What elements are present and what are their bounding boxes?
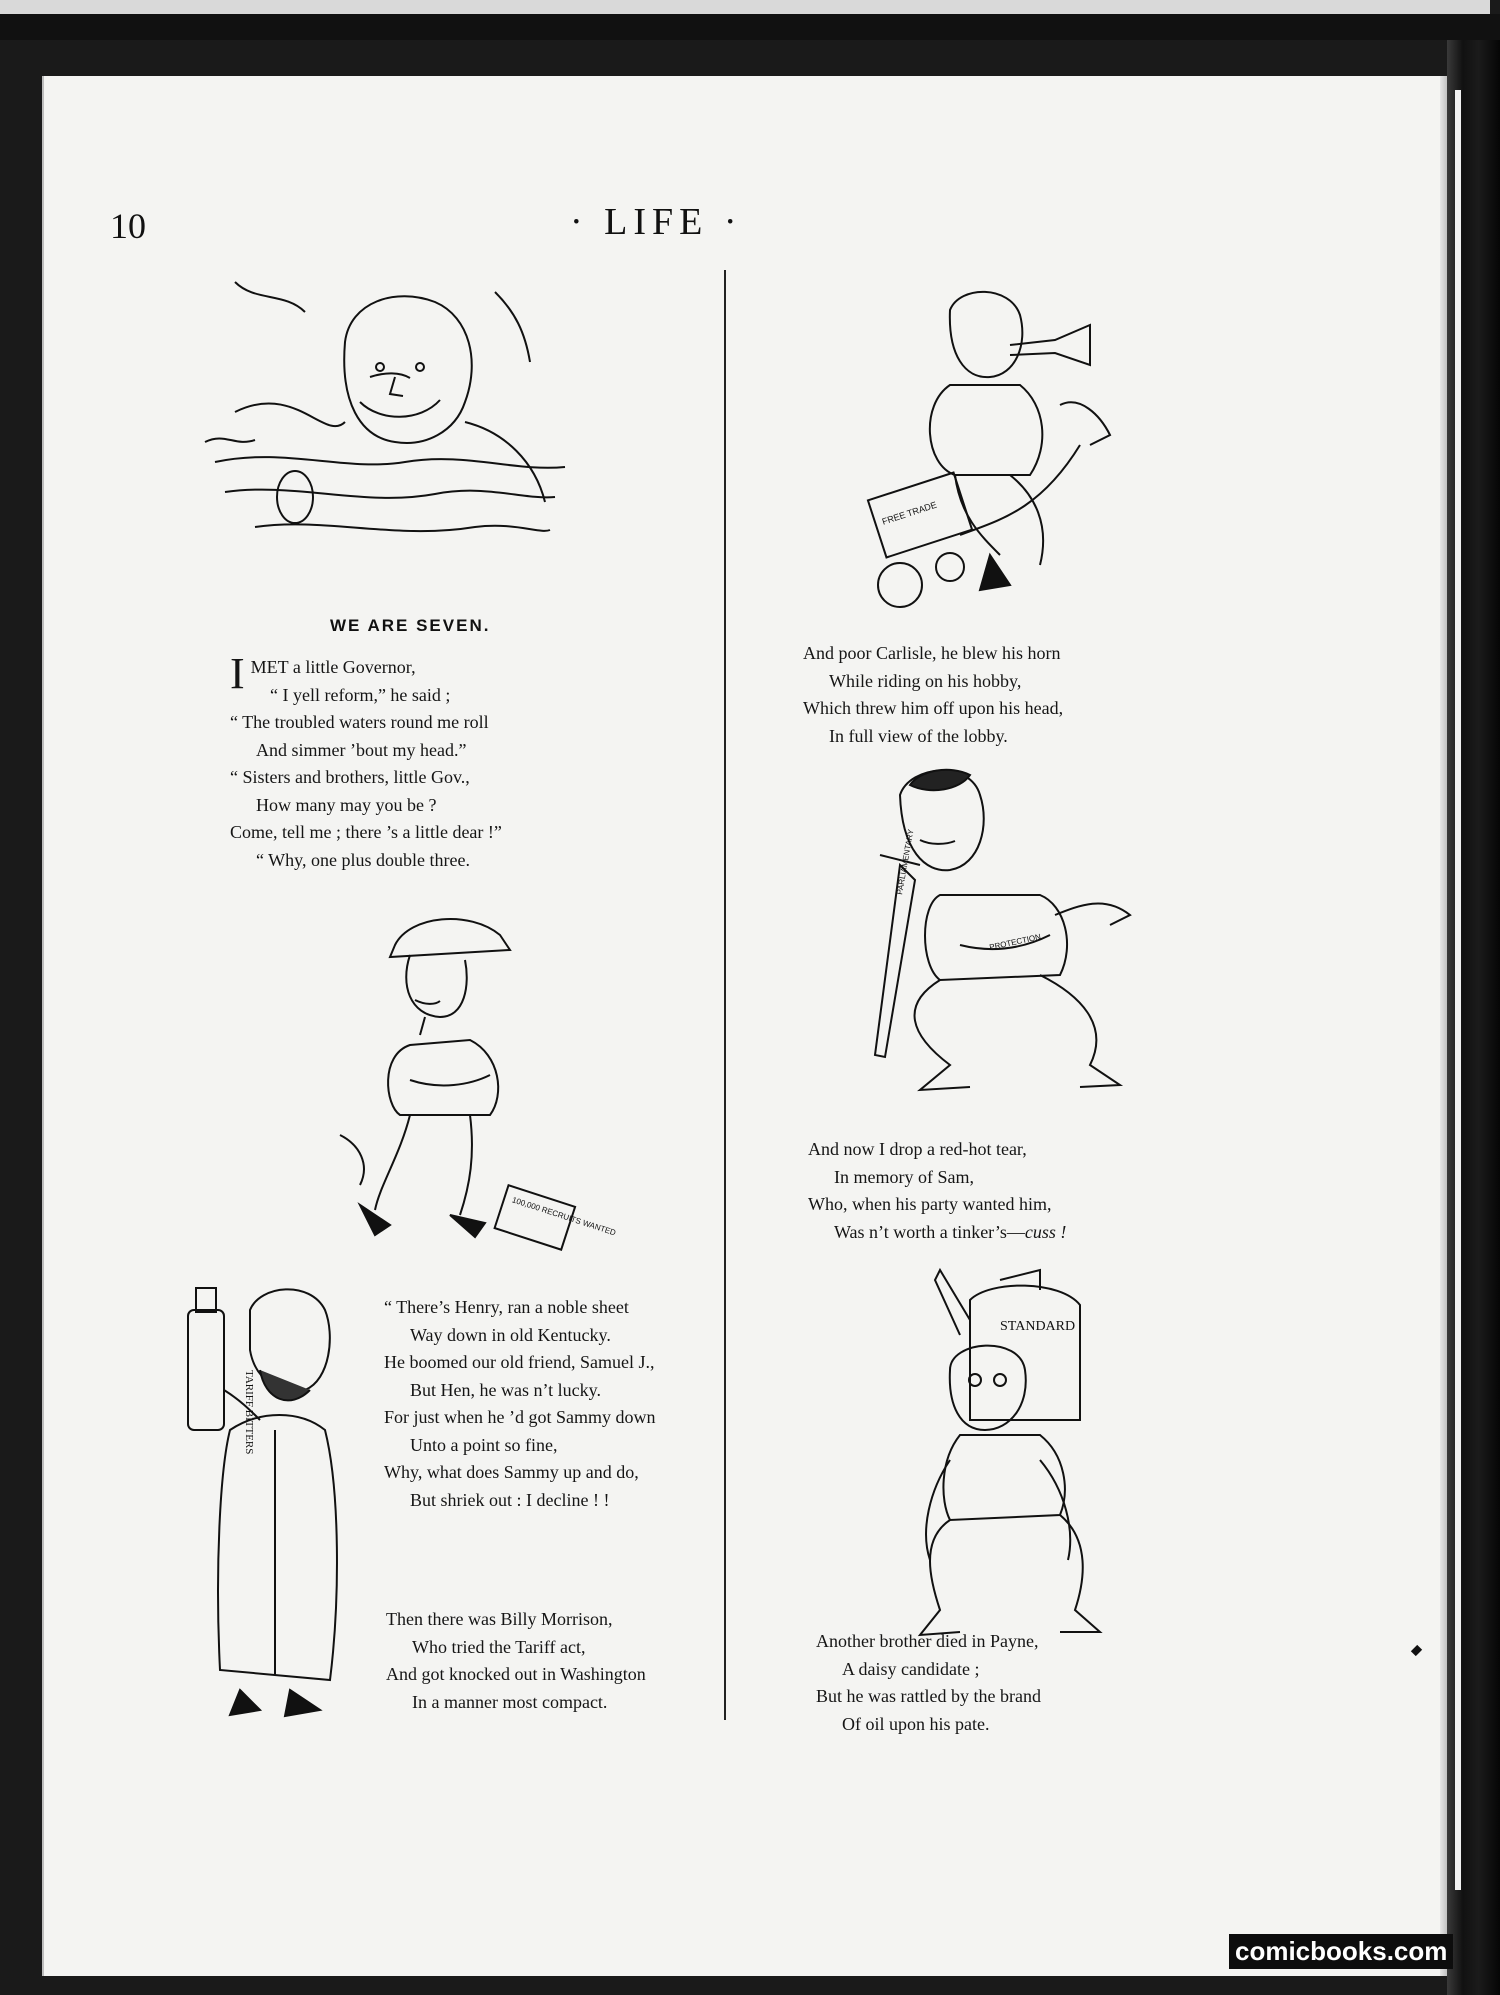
stanza-henry: [384, 1294, 656, 1514]
stanza-morrison: [386, 1606, 646, 1716]
verse-line: “ The troubled waters round me roll: [230, 712, 489, 732]
verse-line: Who tried the Tariff act,: [412, 1636, 586, 1657]
stanza-carlisle: [803, 640, 1063, 750]
verse-line: And got knocked out in Washington: [386, 1664, 646, 1684]
site-watermark: comicbooks.com: [1229, 1934, 1453, 1969]
oilcan-label: STANDARD: [1000, 1319, 1076, 1334]
verse-line: Why, what does Sammy up and do,: [384, 1462, 639, 1482]
verse-line: And simmer ’bout my head.”: [256, 739, 467, 760]
swimming-man-icon: [195, 272, 575, 572]
verse-line: But he was rattled by the brand: [816, 1686, 1041, 1706]
verse-line: Another brother died in Payne,: [816, 1631, 1039, 1651]
scan-dark-border: [0, 14, 1500, 40]
bitters-man-icon: [180, 1270, 370, 1730]
verse-line: Who, when his party wanted him,: [808, 1194, 1052, 1214]
verse-line: Was n’t worth a tinker’s—cuss !: [834, 1221, 1067, 1242]
page-number: 10: [110, 206, 146, 246]
walking-man-icon: [320, 905, 617, 1255]
knife-blade-label: PARLIAMENTARY: [895, 828, 916, 896]
recruits-sign-label: 100,000 RECRUITS WANTED: [510, 1195, 617, 1238]
verse-line: And poor Carlisle, he blew his horn: [803, 643, 1061, 663]
binding-page-edge: [1455, 90, 1461, 1890]
verse-line: And now I drop a red-hot tear,: [808, 1139, 1027, 1159]
verse-line: But shriek out : I decline ! !: [410, 1489, 610, 1510]
stanza-payne: [816, 1628, 1041, 1738]
verse-line: Come, tell me ; there ’s a little dear !”: [230, 822, 502, 842]
verse-line: “ Sisters and brothers, little Gov.,: [230, 767, 470, 787]
bitters-bottle-label: TARIFF BITTERS: [243, 1370, 255, 1455]
verse-line: In a manner most compact.: [412, 1691, 608, 1712]
belt-label: PROTECTION: [988, 932, 1042, 952]
horn-rider-icon: [860, 285, 1140, 625]
verse-line: IMET a little Governor,: [230, 649, 416, 698]
verse-line: While riding on his hobby,: [829, 670, 1022, 691]
stanza-sam: [808, 1136, 1066, 1246]
verse-line: A daisy candidate ;: [842, 1658, 980, 1679]
verse-line: Of oil upon his pate.: [842, 1713, 990, 1734]
verse-line: “ I yell reform,” he said ;: [270, 684, 451, 705]
scan-top-edge: [0, 0, 1490, 14]
verse-line: “ Why, one plus double three.: [256, 849, 470, 870]
verse-line: Which threw him off upon his head,: [803, 698, 1064, 718]
drop-cap: I: [230, 649, 245, 698]
verse-line: Way down in old Kentucky.: [410, 1324, 611, 1345]
italic-word: cuss !: [1024, 1221, 1067, 1242]
verse-line: In memory of Sam,: [834, 1166, 974, 1187]
verse-line: He boomed our old friend, Samuel J.,: [384, 1352, 655, 1372]
knife-man-icon: [840, 765, 1175, 1100]
column-divider: [724, 270, 726, 1720]
verse-line: Unto a point so fine,: [410, 1434, 558, 1455]
oilcan-man-icon: [890, 1260, 1130, 1650]
verse-line: “ There’s Henry, ran a noble sheet: [384, 1297, 629, 1317]
verse-line: How many may you be ?: [256, 794, 437, 815]
free-trade-cart-label: FREE TRADE: [880, 499, 938, 527]
stanza-governor: [230, 649, 502, 874]
verse-line: Then there was Billy Morrison,: [386, 1609, 613, 1629]
masthead-title: · LIFE ·: [570, 201, 743, 243]
verse-line: For just when he ’d got Sammy down: [384, 1407, 656, 1427]
verse-line: In full view of the lobby.: [829, 725, 1008, 746]
poem-title: WE ARE SEVEN.: [330, 616, 491, 635]
verse-line: But Hen, he was n’t lucky.: [410, 1379, 601, 1400]
